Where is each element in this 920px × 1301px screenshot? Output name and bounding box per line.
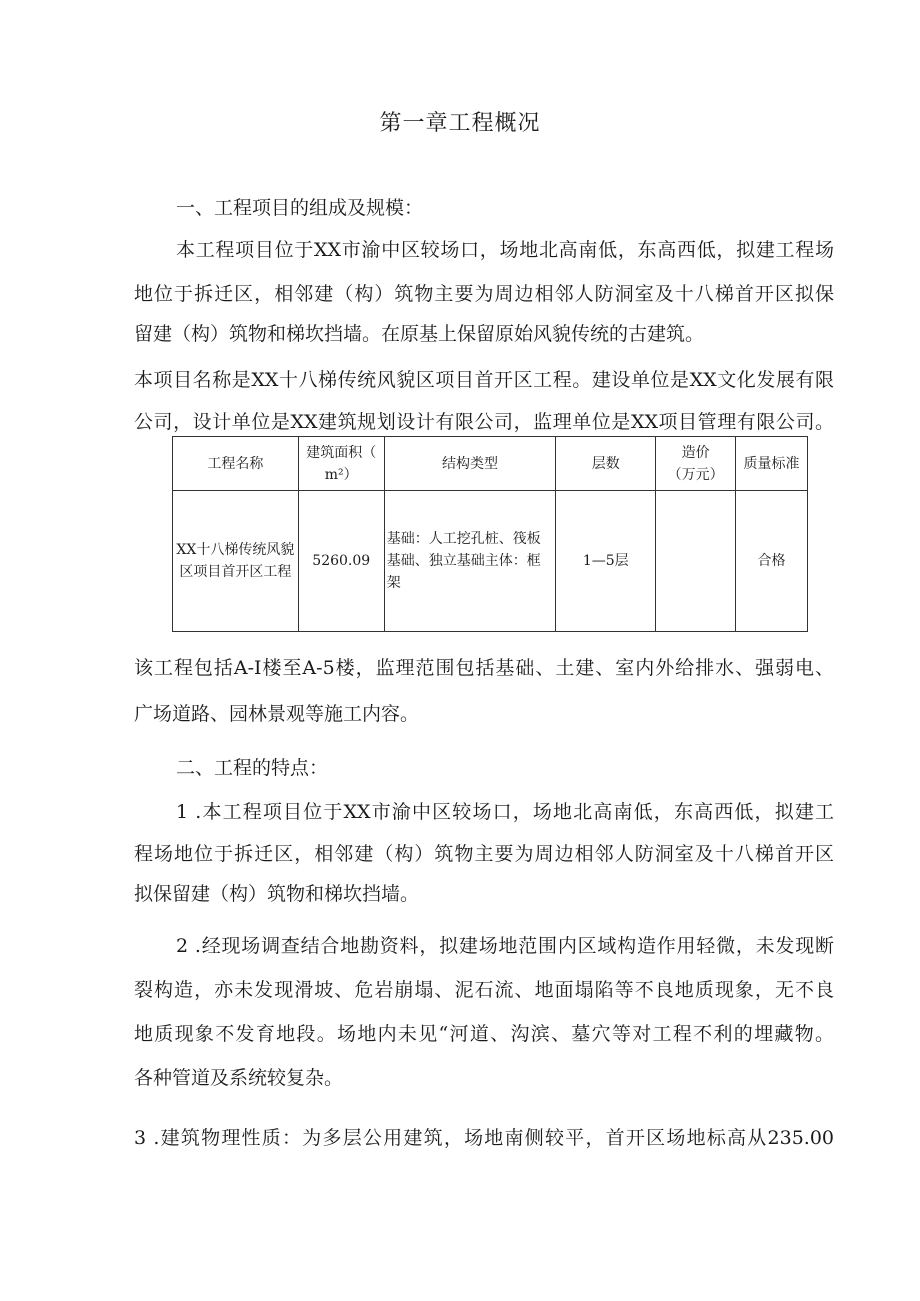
table-header-row	[173, 437, 808, 491]
page-title: 第一章工程概况	[379, 111, 541, 136]
cell-quality: 合格	[736, 491, 808, 632]
para1-line3: 留建（构）筑物和梯坎挡墙。在原基上保留原始风貌传统的古建筑。	[134, 323, 705, 345]
para3-line1: 该工程包括A-I楼至A-5楼，监理范围包括基础、土建、室内外给排水、强弱电、	[134, 657, 834, 679]
cell-structure	[384, 491, 556, 632]
section1-heading: 一、工程项目的组成及规模：	[176, 197, 424, 219]
para1-line1: 本工程项目位于XX市渝中区较场口，场地北高南低，东高西低，拟建工程场	[176, 239, 834, 261]
item2-line1: 2 .经现场调查结合地勘资料，拟建场地范围内区域构造作用轻微，未发现断	[176, 935, 834, 957]
item2-line4: 各种管道及系统较复杂。	[134, 1067, 344, 1089]
para2-line1: 本项目名称是XX十八梯传统风貌区项目首开区工程。建设单位是XX文化发展有限	[134, 369, 834, 391]
header-quality: 质量标准	[736, 437, 808, 491]
header-structure: 结构类型	[384, 437, 556, 491]
cell-name-line1: XX十八梯传统风貌	[176, 542, 295, 558]
cell-name-line2: 区项目首开区工程	[179, 564, 292, 580]
cell-structure-line2: 基础、独立基础主体：框	[386, 553, 541, 569]
header-area-line1: 建筑面积（	[306, 444, 377, 461]
item2-line2: 裂构造，亦未发现滑坡、危岩崩塌、泥石流、地面塌陷等不良地质现象，无不良	[134, 979, 834, 1001]
cell-name	[173, 491, 299, 632]
header-cost-line2: （万元）	[667, 466, 724, 483]
item1-line3: 拟保留建（构）筑物和梯坎挡墙。	[134, 883, 420, 905]
item3-line1: 3 .建筑物理性质：为多层公用建筑，场地南侧较平，首开区场地标高从235.00	[134, 1127, 834, 1149]
cell-floors: 1—5层	[556, 491, 656, 632]
item1-line1: 1 .本工程项目位于XX市渝中区较场口，场地北高南低，东高西低，拟建工	[176, 801, 834, 823]
header-area-line2: m²）	[324, 466, 358, 483]
header-area	[298, 437, 384, 491]
item2-line3: 地质现象不发育地段。场地内未见“河道、沟滨、墓穴等对工程不利的埋藏物。	[134, 1023, 834, 1045]
para3-line2: 广场道路、园林景观等施工内容。	[134, 703, 420, 725]
para2-line2: 公司，设计单位是XX建筑规划设计有限公司，监理单位是XX项目管理有限公司。	[134, 411, 834, 433]
header-cost-line1: 造价	[681, 444, 710, 461]
cell-structure-line1: 基础：人工挖孔桩、筏板	[386, 531, 541, 547]
item1-line2: 程场地位于拆迁区，相邻建（构）筑物主要为周边相邻人防洞室及十八梯首开区	[134, 843, 834, 865]
header-floors: 层数	[556, 437, 656, 491]
cell-area: 5260.09	[298, 491, 384, 632]
header-cost	[656, 437, 736, 491]
project-table	[172, 436, 808, 632]
section2-heading: 二、工程的特点：	[176, 757, 329, 779]
cell-structure-line3: 架	[386, 575, 401, 591]
header-name: 工程名称	[173, 437, 299, 491]
cell-cost	[656, 491, 736, 632]
para1-line2: 地位于拆迁区，相邻建（构）筑物主要为周边相邻人防洞室及十八梯首开区拟保	[134, 283, 834, 305]
table-row	[173, 491, 808, 632]
